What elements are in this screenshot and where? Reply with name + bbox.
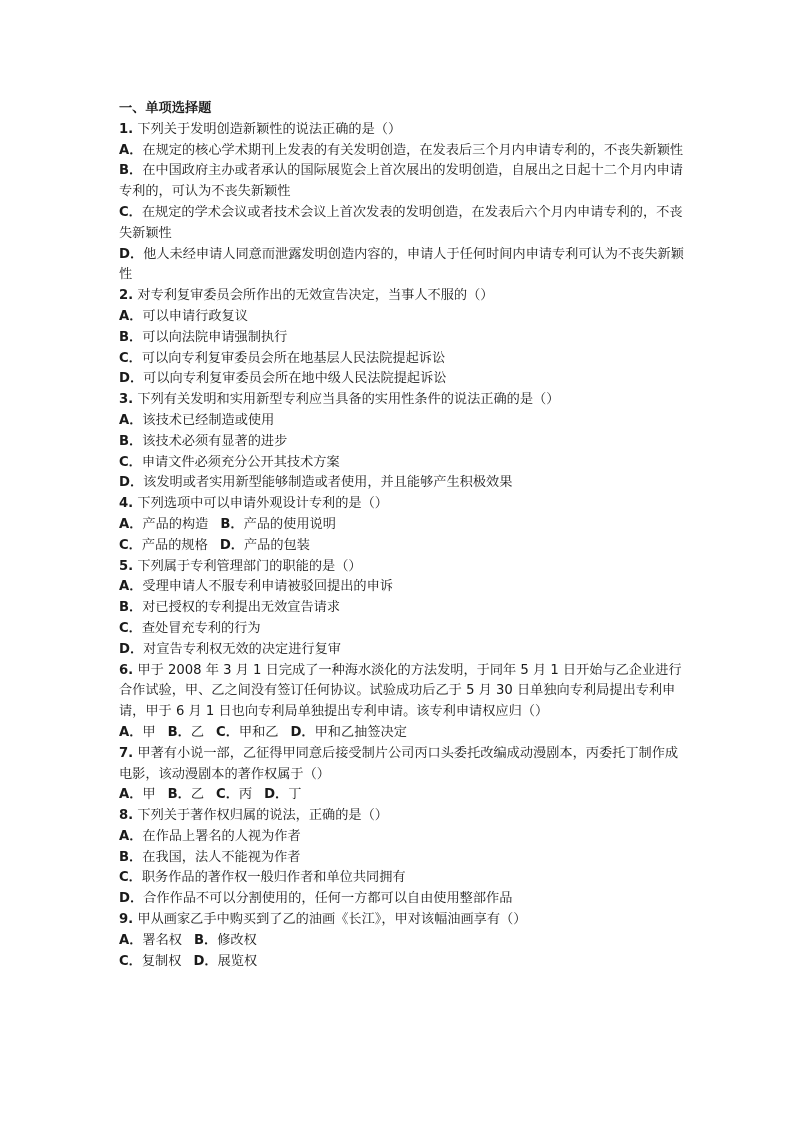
question-number: 3. [119,392,134,408]
question-text: 下列选项中可以申请外观设计专利的是（） [137,496,388,512]
question-6-options-row: A．甲 B．乙 C．甲和乙 D．甲和乙抽签决定 [119,724,407,740]
question-3-option-b: B．该技术必须有显著的进步 [119,433,288,449]
question-text: 下列属于专利管理部门的职能的是（） [137,558,362,574]
question-3-stem [119,390,689,411]
question-2-option-a: A．可以申请行政复议 [119,308,248,324]
question-6-stem [119,661,689,723]
question-5-option-a: A．受理申请人不服专利申请被驳回提出的申诉 [119,579,393,595]
question-3-option-d: D．该发明或者实用新型能够制造或者使用，并且能够产生积极效果 [119,475,513,491]
question-text: 对专利复审委员会所作出的无效宣告决定，当事人不服的（） [137,288,494,304]
question-text: 甲从画家乙手中购买到了乙的油画《长江》，甲对该幅油画享有（） [137,912,527,928]
question-9-stem [119,910,689,931]
question-2-option-c: C．可以向专利复审委员会所在地基层人民法院提起诉讼 [119,350,446,366]
question-5-option-d: D．对宣告专利权无效的决定进行复审 [119,641,341,657]
question-number: 9. [119,912,134,928]
question-7-options-row: A．甲 B．乙 C．丙 D．丁 [119,787,302,803]
question-8-option-d: D．合作作品不可以分割使用的，任何一方都可以自由使用整部作品 [119,891,513,907]
question-text: 下列关于发明创造新颖性的说法正确的是（） [137,121,402,137]
question-8-stem [119,806,689,827]
question-text: 下列关于著作权归属的说法，正确的是（） [137,808,388,824]
question-number: 7. [119,745,134,761]
question-3-option-c: C．申请文件必须充分公开其技术方案 [119,454,340,470]
question-text: 下列有关发明和实用新型专利应当具备的实用性条件的说法正确的是（） [137,392,560,408]
question-text: 甲于 2008 年 3 月 1 日完成了一种海水淡化的方法发明，于同年 5 月 1 日开始与乙企业进行合作试验，甲、乙之间没有签订任何协议。试验成功后乙于 5 月 30 日单独向专利局提出专利申请，甲于 6 月 1 日也向专利局单独提出专利申请。该专利申请权应归（） [119,662,682,720]
question-9-options-row-1: A．署名权 B．修改权 [119,932,257,948]
question-number: 5. [119,558,134,574]
question-number: 6. [119,662,134,678]
question-8-option-c: C．职务作品的著作权一般归作者和单位共同拥有 [119,870,406,886]
question-3-option-a: A．该技术已经制造或使用 [119,412,275,428]
question-text: 甲著有小说一部，乙征得甲同意后接受制片公司丙口头委托改编成动漫剧本，丙委托丁制作成电影，该动漫剧本的著作权属于（） [119,745,679,782]
section-title: 一、单项选择题 [119,101,212,116]
question-8-option-b: B．在我国，法人不能视为作者 [119,849,301,865]
question-1-option-b: B．在中国政府主办或者承认的国际展览会上首次展出的发明创造，自展出之日起十二个月内申请专利的，可认为不丧失新颖性 [119,163,683,200]
question-2-option-d: D．可以向专利复审委员会所在地中级人民法院提起诉讼 [119,371,447,387]
question-number: 2. [119,288,134,304]
question-8-option-a: A．在作品上署名的人视为作者 [119,828,301,844]
question-number: 4. [119,496,134,512]
question-5-option-b: B．对已授权的专利提出无效宣告请求 [119,600,341,616]
question-4-options-row-1: A．产品的构造 B．产品的使用说明 [119,516,336,532]
question-1-option-d: D．他人未经申请人同意而泄露发明创造内容的，申请人于任何时间内申请专利可认为不丧失新颖性 [119,246,684,283]
question-4-stem [119,494,689,515]
question-1-stem [119,120,689,141]
question-4-options-row-2: C．产品的规格 D．产品的包装 [119,537,310,553]
question-5-stem [119,557,689,578]
document-page [119,99,689,972]
question-number: 1. [119,121,134,137]
question-1-option-a: A．在规定的核心学术期刊上发表的有关发明创造，在发表后三个月内申请专利的，不丧失新颖性 [119,142,684,158]
question-7-stem [119,744,689,786]
question-5-option-c: C．查处冒充专利的行为 [119,620,261,636]
question-number: 8. [119,808,134,824]
question-9-options-row-2: C．复制权 D．展览权 [119,953,258,969]
question-2-stem [119,286,689,307]
question-2-option-b: B．可以向法院申请强制执行 [119,329,288,345]
question-1-option-c: C．在规定的学术会议或者技术会议上首次发表的发明创造，在发表后六个月内申请专利的，不丧失新颖性 [119,204,683,241]
